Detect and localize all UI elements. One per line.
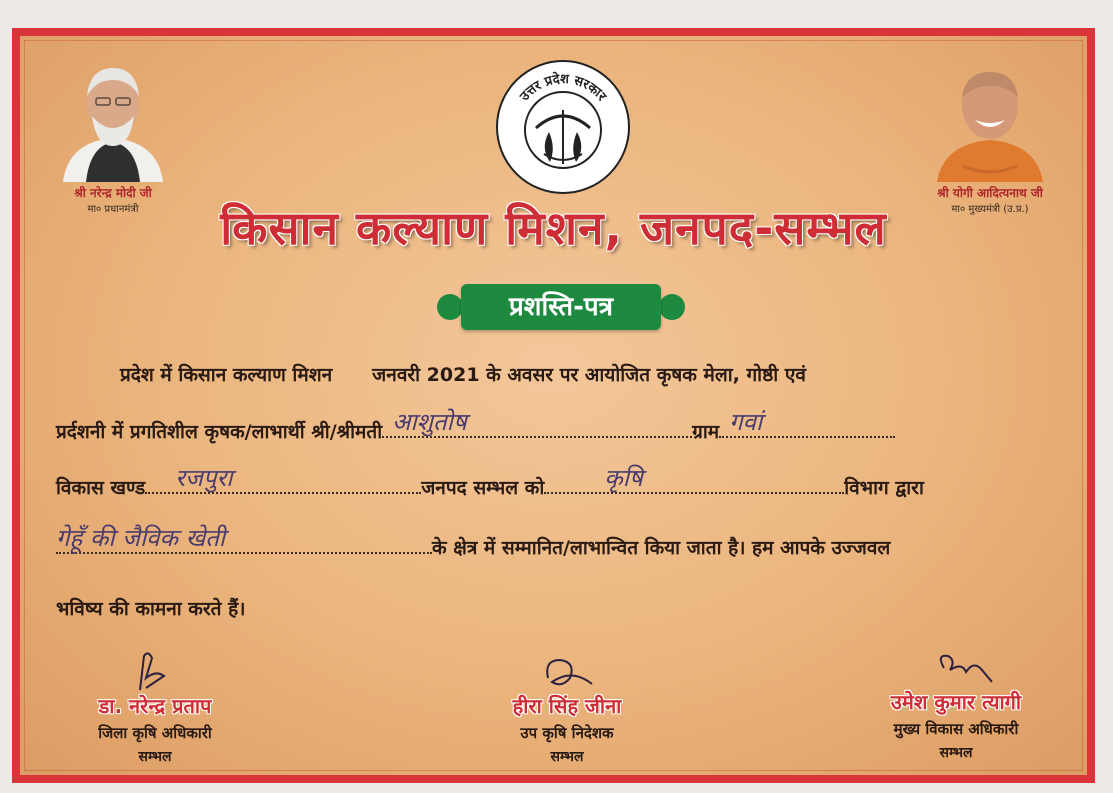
body-line1-b: जनवरी 2021 के अवसर पर आयोजित कृषक मेला, गोष्ठी एवं xyxy=(372,364,806,386)
body-line-3 xyxy=(56,464,1051,504)
signature-1 xyxy=(40,648,270,692)
up-government-emblem xyxy=(494,58,632,196)
body-line5: भविष्य की कामना करते हैं। xyxy=(56,598,246,620)
signatory-1-place: सम्भल xyxy=(138,749,172,765)
block-name: रजपुरा xyxy=(175,464,233,492)
department-name: कृषि xyxy=(604,464,643,492)
body-line4-a: के क्षेत्र में सम्मानित/लाभान्वित किया जाता है। हम आपके उज्जवल xyxy=(432,537,891,559)
signatory-2-name: हीरा सिंह जीना xyxy=(512,694,622,718)
block-field xyxy=(145,464,421,494)
body-line1-a: प्रदेश में किसान कल्याण मिशन xyxy=(120,364,333,386)
body-line2-a: प्रर्दशनी में प्रगतिशील कृषक/लाभार्थी श्री/श्रीमती xyxy=(56,421,383,443)
body-line-5 xyxy=(56,592,1051,626)
department-field xyxy=(544,464,844,494)
field-of-work-text: गेहूँ की जैविक खेती xyxy=(56,524,226,552)
signatory-1-name: डा. नरेन्द्र प्रताप xyxy=(98,694,212,718)
body-line-4 xyxy=(56,524,1051,564)
village-field xyxy=(719,408,895,438)
signatory-2-role: उप कृषि निदेशक xyxy=(520,724,614,742)
emblem-text: उत्तर प्रदेश सरकार xyxy=(517,71,609,105)
body-line3-b: जनपद सम्भल को xyxy=(421,477,545,499)
body-line-1 xyxy=(56,358,1051,392)
portrait-left-photo xyxy=(58,54,168,182)
body-line2-b: ग्राम xyxy=(692,421,720,443)
signature-2 xyxy=(452,648,682,692)
body-line-2 xyxy=(56,408,1051,448)
ribbon-end-left xyxy=(437,294,463,320)
portrait-left xyxy=(38,54,188,215)
portrait-left-name: श्री नरेन्द्र मोदी जी xyxy=(74,186,152,200)
ribbon-end-right xyxy=(659,294,685,320)
field-of-work xyxy=(56,524,432,554)
signature-3 xyxy=(836,644,1076,688)
signatory-3-role: मुख्य विकास अधिकारी xyxy=(893,720,1019,738)
ribbon xyxy=(433,284,689,332)
signatory-2 xyxy=(452,648,682,766)
signatory-2-place: सम्भल xyxy=(550,749,584,765)
signatory-1 xyxy=(40,648,270,766)
portrait-right-photo xyxy=(935,54,1045,182)
portrait-left-role: मा० प्रधानमंत्री xyxy=(87,204,139,215)
signatory-3-place: सम्भल xyxy=(939,745,973,761)
ribbon-label: प्रशस्ति-पत्र xyxy=(461,284,661,330)
body-line3-c: विभाग द्वारा xyxy=(844,477,924,499)
farmer-name-field xyxy=(382,408,692,438)
portrait-right-role: मा० मुख्यमंत्री (उ.प्र.) xyxy=(951,204,1029,215)
signatory-1-role: जिला कृषि अधिकारी xyxy=(98,724,212,742)
certificate-title: किसान कल्याण मिशन, जनपद-सम्भल xyxy=(220,201,887,255)
village-name: गवां xyxy=(729,408,763,436)
body-line3-a: विकास खण्ड xyxy=(56,477,146,499)
certificate xyxy=(12,28,1095,783)
portrait-right-name: श्री योगी आदित्यनाथ जी xyxy=(937,186,1043,200)
farmer-name: आशुतोष xyxy=(392,408,467,436)
signatory-3-name: उमेश कुमार त्यागी xyxy=(890,690,1022,714)
signatory-3 xyxy=(836,644,1076,762)
portrait-right xyxy=(915,54,1065,215)
